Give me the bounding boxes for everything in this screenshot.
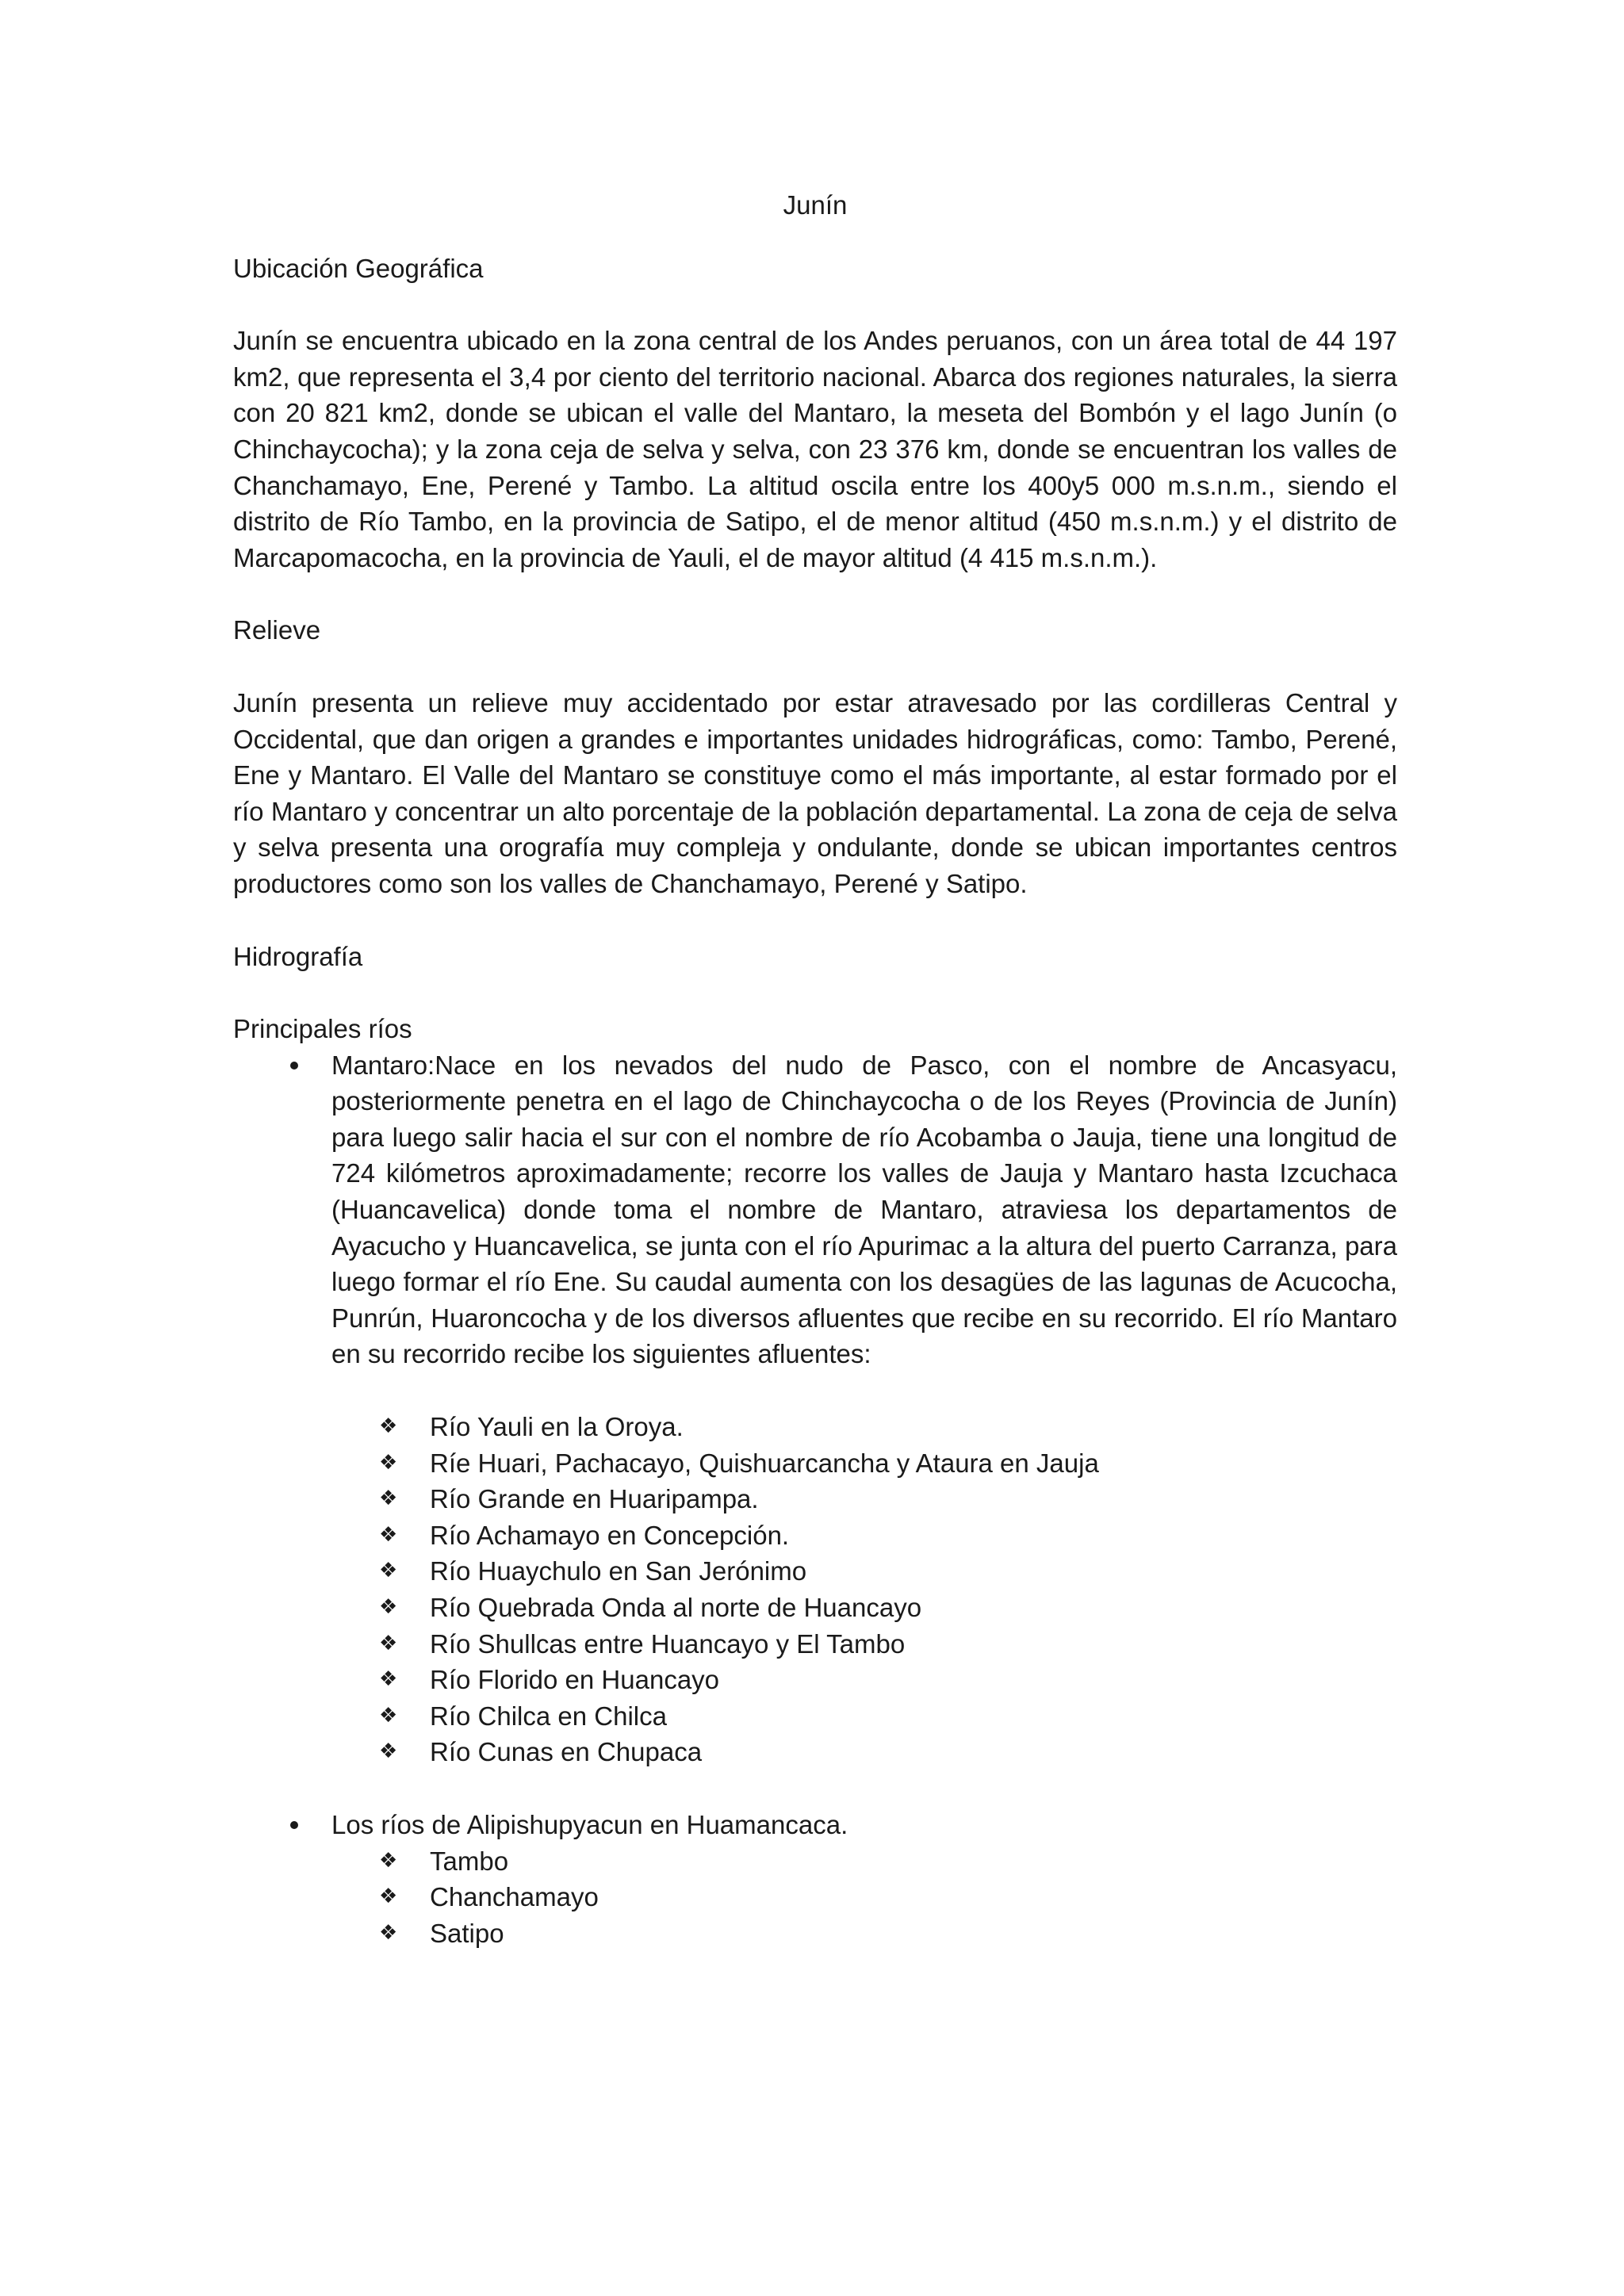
document-page xyxy=(233,187,1397,1951)
section-heading-hidrografia: Hidrografía xyxy=(233,941,363,971)
four-diamond-icon: ❖ xyxy=(379,1522,398,1547)
four-diamond-icon: ❖ xyxy=(379,1414,398,1439)
rivers-sublist xyxy=(331,1843,1397,1952)
list-item-text: Los ríos de Alipishupyacun en Huamancaca. xyxy=(331,1809,848,1839)
bullet-icon xyxy=(290,1062,298,1070)
section-heading-ubicacion: Ubicación Geográfica xyxy=(233,253,484,283)
list-item: ❖ Ríe Huari, Pachacayo, Quishuarcancha y Ataura en Jauja xyxy=(331,1445,1397,1482)
list-item: ❖ Tambo xyxy=(331,1843,1397,1880)
list-item: ❖ Río Florido en Huancayo xyxy=(331,1662,1397,1698)
four-diamond-icon: ❖ xyxy=(379,1885,398,1909)
list-item: ❖ Río Shullcas entre Huancayo y El Tambo xyxy=(331,1626,1397,1663)
document-title: Junín xyxy=(783,190,848,220)
list-item: ❖ Chanchamayo xyxy=(331,1879,1397,1915)
rivers-list xyxy=(233,1047,1397,1952)
paragraph-relieve: Junín presenta un relieve muy accidentado por estar atravesado por las cordilleras Central y Occidental, que dan origen a grandes e importantes unidades hidrográficas, como: Tambo, Perené, Ene y Mantaro. El Valle del Mantaro se constituye como el más importante, al estar formado por el río Mantaro y concentrar un alto porcentaje de la población departamental. La zona de ceja de selva y selva presenta una orografía muy compleja y ondulante, donde se ubican importantes centros productores como son los valles de Chanchamayo, Perené y Satipo. xyxy=(233,687,1397,898)
four-diamond-icon: ❖ xyxy=(379,1667,398,1692)
four-diamond-icon: ❖ xyxy=(379,1848,398,1873)
four-diamond-icon: ❖ xyxy=(379,1703,398,1728)
list-item-alipishupyacun xyxy=(233,1807,1397,1951)
section-heading-relieve: Relieve xyxy=(233,615,321,645)
tributaries-list xyxy=(331,1409,1397,1770)
four-diamond-icon: ❖ xyxy=(379,1739,398,1764)
subheading-principales-rios: Principales ríos xyxy=(233,1014,412,1044)
list-item: ❖ Río Yauli en la Oroya. xyxy=(331,1409,1397,1445)
four-diamond-icon: ❖ xyxy=(379,1559,398,1583)
four-diamond-icon: ❖ xyxy=(379,1920,398,1945)
list-item: ❖ Satipo xyxy=(331,1915,1397,1952)
list-item: ❖ Río Achamayo en Concepción. xyxy=(331,1517,1397,1554)
four-diamond-icon: ❖ xyxy=(379,1487,398,1511)
list-item-text: Mantaro:Nace en los nevados del nudo de Pasco, con el nombre de Ancasyacu, posteriormente penetra en el lago de Chinchaycocha o de los Reyes (Provincia de Junín) para luego salir hacia el sur con el nombre de río Acobamba o Jauja, tiene una longitud de 724 kilómetros aproximadamente; recorre los valles de Jauja y Mantaro hasta Izcuchaca (Huancavelica) donde toma el nombre de Mantaro, atraviesa los departamentos de Ayacucho y Huancavelica, se junta con el río Apurimac a la altura del puerto Carranza, para luego formar el río Ene. Su caudal aumenta con los desagües de las lagunas de Acucocha, Punrún, Huaroncocha y de los diversos afluentes que recibe en su recorrido. El río Mantaro en su recorrido recibe los siguientes afluentes: xyxy=(331,1050,1397,1369)
four-diamond-icon: ❖ xyxy=(379,1450,398,1475)
four-diamond-icon: ❖ xyxy=(379,1631,398,1655)
list-item: ❖ Río Quebrada Onda al norte de Huancayo xyxy=(331,1590,1397,1626)
paragraph-ubicacion: Junín se encuentra ubicado en la zona central de los Andes peruanos, con un área total de 44 197 km2, que representa el 3,4 por ciento del territorio nacional. Abarca dos regiones naturales, la sierra con 20 821 km2, donde se ubican el valle del Mantaro, la meseta del Bombón y el lago Junín (o Chinchaycocha); y la zona ceja de selva y selva, con 23 376 km, donde se encuentran los valles de Chanchamayo, Ene, Perené y Tambo. La altitud oscila entre los 400y5 000 m.s.n.m., siendo el distrito de Río Tambo, en la provincia de Satipo, el de menor altitud (450 m.s.n.m.) y el distrito de Marcapomacocha, en la provincia de Yauli, el de mayor altitud (4 415 m.s.n.m.). xyxy=(233,326,1397,572)
bullet-icon xyxy=(290,1821,298,1829)
list-item: ❖ Río Huaychulo en San Jerónimo xyxy=(331,1553,1397,1590)
list-item: ❖ Río Cunas en Chupaca xyxy=(331,1734,1397,1770)
list-item-mantaro xyxy=(233,1047,1397,1770)
list-item: ❖ Río Chilca en Chilca xyxy=(331,1698,1397,1735)
four-diamond-icon: ❖ xyxy=(379,1595,398,1619)
list-item: ❖ Río Grande en Huaripampa. xyxy=(331,1481,1397,1517)
